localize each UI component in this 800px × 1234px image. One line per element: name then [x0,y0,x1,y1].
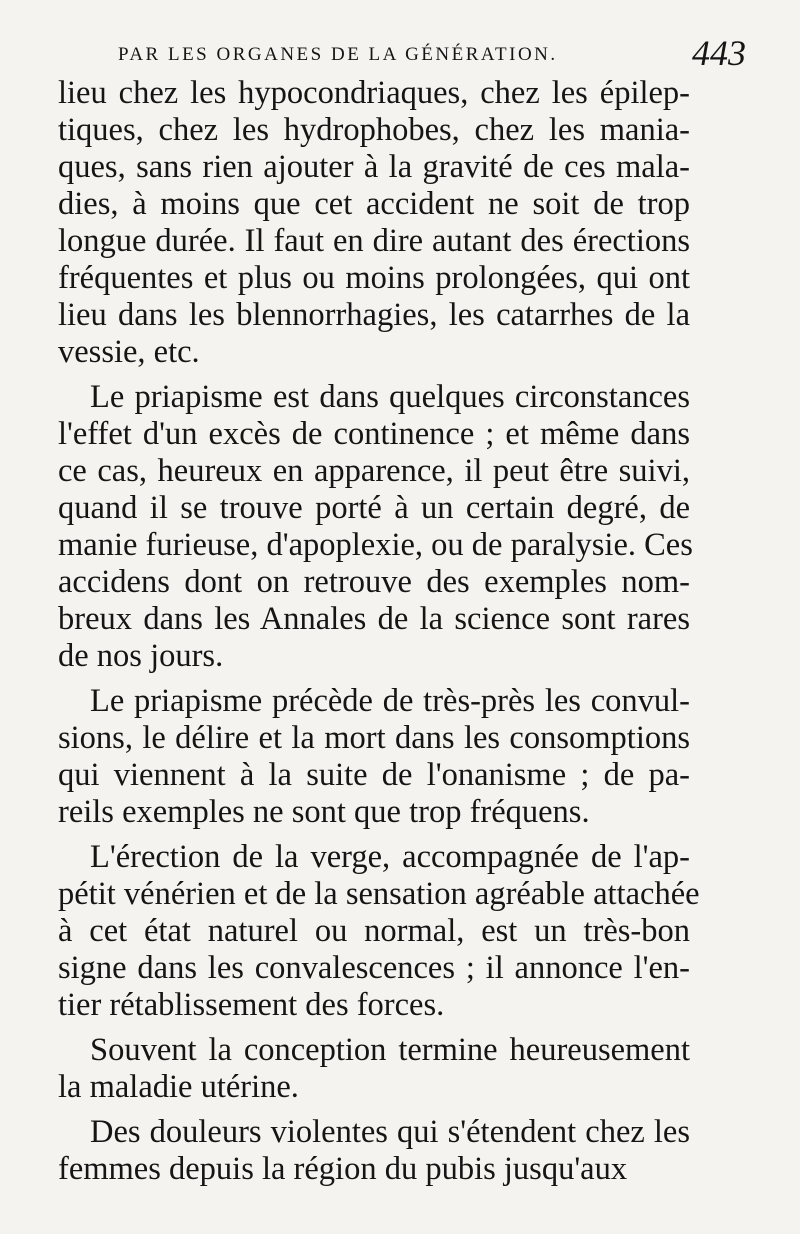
paragraph [58,1032,690,1106]
text-line: fréquentes et plus ou moins prolongées, qui ont [58,260,690,296]
text-line: l'effet d'un excès de continence ; et même dans [58,416,690,452]
paragraph [58,683,690,831]
text-line: lieu chez les hypocondriaques, chez les épilep- [58,75,690,111]
text-line: longue durée. Il faut en dire autant des érections [58,223,690,259]
text-line: lieu dans les blennorrhagies, les catarrhes de la [58,297,690,333]
text-line: accidens dont on retrouve des exemples nom- [58,564,690,600]
paragraph [58,1114,690,1188]
text-line: Le priapisme est dans quelques circonstances [90,379,690,415]
text-line: sions, le délire et la mort dans les consomptions [58,720,690,756]
paragraph [58,75,690,371]
text-line: femmes depuis la région du pubis jusqu'aux [58,1151,628,1187]
running-title: PAR LES ORGANES DE LA GÉNÉRATION. [118,44,558,65]
text-line: breux dans les Annales de la science sont rares [58,601,690,637]
paragraph [58,379,693,675]
text-line: tiques, chez les hydrophobes, chez les mania- [58,112,690,148]
text-line: qui viennent à la suite de l'onanisme ; de pa- [58,757,690,793]
body-text [58,75,700,1188]
text-line: L'érection de la verge, accompagnée de l'ap- [90,839,690,875]
page-number: 443 [692,33,746,73]
text-line: la maladie utérine. [58,1069,299,1105]
text-line: tier rétablissement des forces. [58,987,445,1023]
text-line: manie furieuse, d'apoplexie, ou de paralysie. Ces [58,527,693,563]
text-line: Le priapisme précède de très-près les convul- [90,683,690,719]
text-line: Des douleurs violentes qui s'étendent chez les [90,1114,690,1150]
text-line: dies, à moins que cet accident ne soit de trop [58,186,690,222]
text-line: signe dans les convalescences ; il annonce l'en- [58,950,690,986]
text-line: ce cas, heureux en apparence, il peut être suivi, [58,453,690,489]
paragraph [58,839,700,1024]
text-line: ques, sans rien ajouter à la gravité de ces mala- [58,149,690,185]
text-line: reils exemples ne sont que trop fréquens. [58,794,590,830]
text-line: pétit vénérien et de la sensation agréable attachée [58,876,700,912]
text-line: vessie, etc. [58,334,200,370]
text-line: de nos jours. [58,638,224,674]
text-line: Souvent la conception termine heureusement [90,1032,690,1068]
text-line: quand il se trouve porté à un certain degré, de [58,490,690,526]
text-line: à cet état naturel ou normal, est un très-bon [58,913,690,949]
